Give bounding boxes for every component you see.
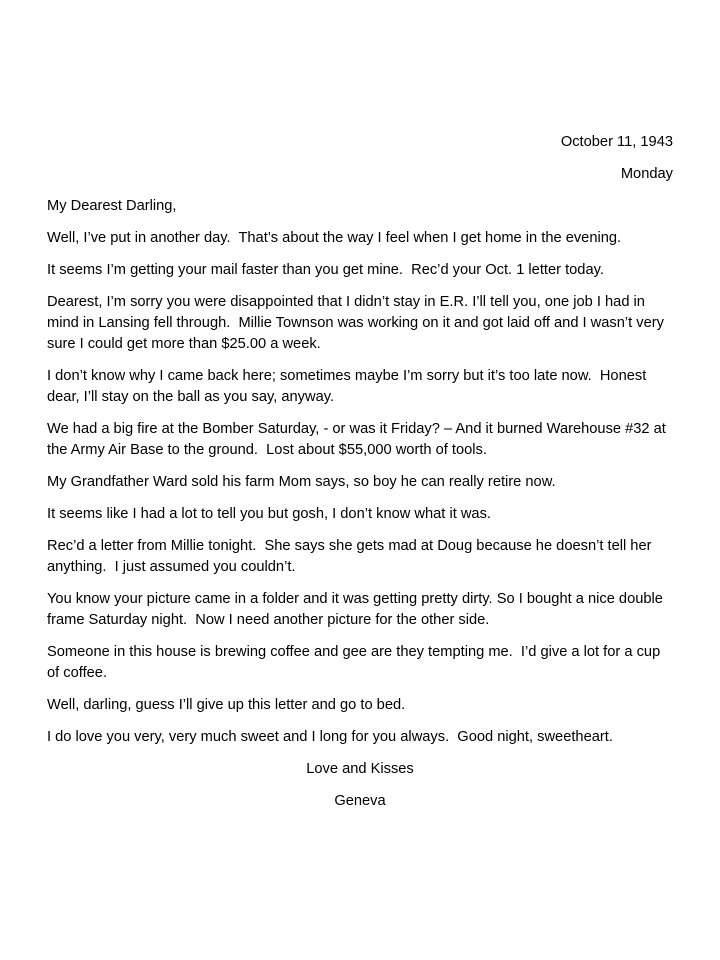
letter-paragraph-7: It seems like I had a lot to tell you but gosh, I don’t know what it was.: [47, 506, 491, 522]
letter-day: Monday: [620, 166, 673, 182]
letter-paragraph-6: My Grandfather Ward sold his farm Mom says, so boy he can really retire now.: [47, 474, 556, 490]
letter-date: October 11, 1943: [560, 134, 673, 150]
letter-paragraph-12: I do love you very, very much sweet and I long for you always. Good night, sweetheart.: [47, 729, 613, 745]
letter-signature: Geneva: [334, 793, 386, 809]
letter-paragraph-4: I don’t know why I came back here; sometimes maybe I’m sorry but it’s too late now. Honest dear, I’ll stay on the ball as you say, anyway.: [47, 368, 651, 405]
letter-paragraph-10: Someone in this house is brewing coffee and gee are they tempting me. I’d give a lot for a cup of coffee.: [47, 644, 665, 681]
letter-paragraph-5: We had a big fire at the Bomber Saturday, - or was it Friday? – And it burned Warehouse #32 at the Army Air Base to the ground. Lost about $55,000 worth of tools.: [47, 421, 670, 458]
letter-paragraph-11: Well, darling, guess I’ll give up this letter and go to bed.: [47, 697, 406, 713]
letter-paragraph-8: Rec’d a letter from Millie tonight. She says she gets mad at Doug because he doesn’t tell her anything. I just assumed you couldn’t.: [47, 538, 656, 575]
letter-paragraph-9: You know your picture came in a folder and it was getting pretty dirty. So I bought a nice double frame Saturday night. Now I need another picture for the other side.: [47, 591, 668, 628]
letter-salutation: My Dearest Darling,: [47, 198, 177, 214]
letter-paragraph-1: Well, I’ve put in another day. That’s about the way I feel when I get home in the evening.: [47, 230, 622, 246]
letter-closing: Love and Kisses: [306, 761, 414, 777]
letter-paragraph-2: It seems I’m getting your mail faster than you get mine. Rec’d your Oct. 1 letter today.: [47, 262, 604, 278]
letter-paragraph-3: Dearest, I’m sorry you were disappointed that I didn’t stay in E.R. I’ll tell you, one job I had in mind in Lansing fell through. Millie Townson was working on it and got laid off and I wasn’t very sure I could get more than $25.00 a week.: [47, 294, 669, 352]
